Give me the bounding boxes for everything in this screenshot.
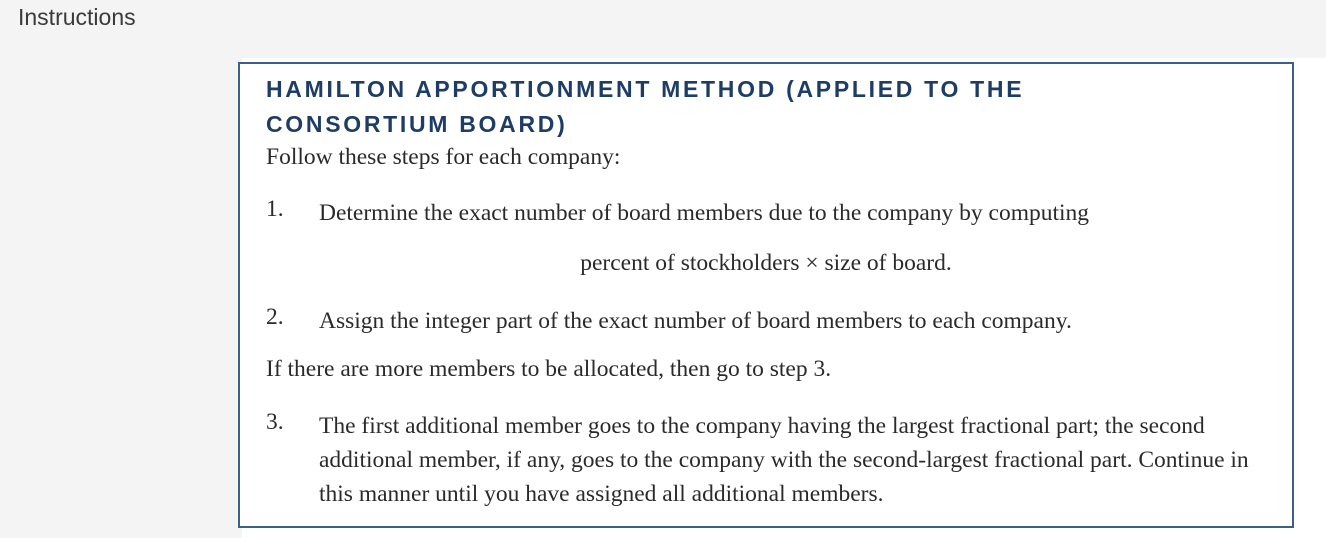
step-number: 3. <box>266 409 284 435</box>
method-box <box>238 62 1294 528</box>
note-text: If there are more members to be allocated, then go to step 3. <box>266 356 832 382</box>
method-title: HAMILTON APPORTIONMENT METHOD (APPLIED TO THE CONSORTIUM BOARD) <box>266 76 1025 137</box>
formula: percent of stockholders × size of board. <box>580 250 952 276</box>
intro-text: Follow these steps for each company: <box>266 144 621 170</box>
step-number: 1. <box>266 196 284 222</box>
step-text: The first additional member goes to the company having the largest fractional part; the second additional member, if any, goes to the company with the second-largest fractional part. Continue in this manner until you have assigned all additional members. <box>319 413 1249 507</box>
step-text: Determine the exact number of board members due to the company by computing <box>319 200 1090 226</box>
instructions-label: Instructions <box>18 4 136 30</box>
step-text: Assign the integer part of the exact number of board members to each company. <box>319 308 1072 334</box>
step-number: 2. <box>266 304 284 330</box>
